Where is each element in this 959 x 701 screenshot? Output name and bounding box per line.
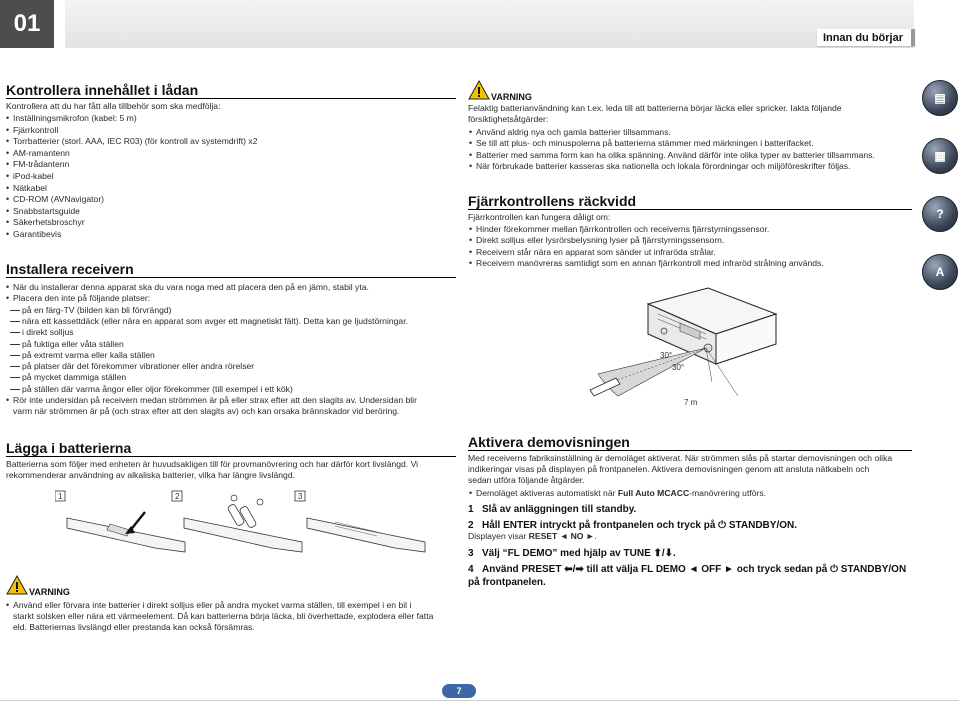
- device-icon[interactable]: ▦: [922, 138, 958, 174]
- figure-label-3: 3: [298, 492, 303, 501]
- dash-mark: [10, 321, 20, 322]
- install-heading: Installera receivern: [6, 261, 134, 277]
- warning-triangle-icon: [468, 80, 490, 100]
- angle-lower-label: 30°: [672, 363, 685, 372]
- contents-item: • Säkerhetsbroschyr: [13, 217, 85, 228]
- batteries-intro-1: Batterierna som följer med enheten är huvudsakligen till för provmanövrering och har därför kort livslängd. Vi: [6, 459, 419, 469]
- install-sub-item: nära ett kassettdäck (eller nära en apparat som avger ett magnetiskt fält). Detta kan ge ljudstörningar.: [22, 316, 408, 327]
- contents-item: • FM-trådantenn: [13, 159, 69, 170]
- battery-figure-2: [172, 491, 302, 552]
- demo-heading-rule: [468, 450, 912, 451]
- right-warning-intro-1: Felaktig batterianvändning kan t.ex. leda till att batterierna börjar läcka eller spricker. Iakta följande: [468, 103, 842, 113]
- install-bullet: • Rör inte undersidan på receivern medan strömmen är på eller strax efter att den slagits av. Undersidan blir: [13, 395, 417, 406]
- page-number: 7: [456, 686, 462, 696]
- warning-item: • Batterier med samma form kan ha olika spänning. Använd därför inte olika typer av batterier tillsammans.: [476, 150, 875, 161]
- figure-label-2: 2: [175, 492, 180, 501]
- warning-item: • Använd aldrig nya och gamla batterier tillsammans.: [476, 127, 671, 138]
- step-number: 3: [468, 548, 474, 559]
- page-number-badge: [442, 684, 476, 698]
- demo-intro-2: indikeringar visas på displayen på frontpanelen. Aktivera demovisningen genom att ansluta nätkabeln och: [468, 464, 870, 474]
- install-sub-item: på fuktiga eller våta ställen: [22, 339, 124, 350]
- dash-mark: [10, 355, 20, 356]
- step: [468, 503, 636, 516]
- step-text: Slå av anläggningen till standby.: [482, 504, 637, 515]
- install-bullet: • Placera den inte på följande platser:: [13, 293, 150, 304]
- install-sub-item: på ställen där varma ångor eller oljor förekommer (till exempel i ett kök): [22, 384, 293, 395]
- step-text: på frontpanelen.: [468, 577, 546, 588]
- step: [468, 576, 546, 589]
- batteries-heading: Lägga i batterierna: [6, 440, 132, 456]
- step-text: .: [594, 531, 597, 541]
- battery-figure-1: [55, 491, 185, 552]
- header-title-tab: [817, 29, 915, 46]
- figure-label-1: 1: [58, 492, 63, 501]
- header-bar: [65, 0, 914, 48]
- install-sub-item: i direkt solljus: [22, 327, 74, 338]
- angle-upper-label: 30°: [660, 351, 673, 360]
- warning-item: • Se till att plus- och minuspolerna på batterierna stämmer med märkningen i batterifacket.: [476, 138, 814, 149]
- range-item: • Direkt solljus eller lysrörsbelysning lyser på fjärrstyrningssensorn.: [476, 235, 724, 246]
- step: [468, 547, 676, 560]
- help-icon[interactable]: ?: [922, 196, 958, 232]
- batteries-warning-line-1: • Använd eller förvara inte batterier i direkt solljus eller på andra mycket varma ställen, till exempel i en bil i: [13, 600, 411, 611]
- step-text: Håll ENTER intryckt på frontpanelen och tryck på ⏻ STANDBY/ON.: [482, 520, 797, 531]
- batteries-warning-line-2: starkt solsken eller nära ett värmeelement. Då kan batterierna börja läcka, bli överhettade, explodera eller fatta: [13, 611, 434, 621]
- step-text: Använd PRESET ⬅/➡ till att välja FL DEMO ◄ OFF ► och tryck sedan på ⏻ STANDBY/ON: [482, 564, 907, 575]
- distance-label: 7 m: [684, 398, 698, 407]
- demo-bullet-segment: Demoläget aktiveras automatiskt när: [476, 488, 618, 498]
- install-sub-item: på mycket dammiga ställen: [22, 372, 126, 383]
- dash-mark: [10, 310, 20, 311]
- chapter-number: 01: [13, 10, 41, 37]
- contents-intro: Kontrollera att du har fått alla tillbehör som ska medfölja:: [6, 101, 221, 111]
- dash-mark: [10, 389, 20, 390]
- batteries-warning-line-3: eld. Batteriernas livslängd eller prestanda kan också försämras.: [13, 622, 255, 632]
- contents-item: • Torrbatterier (storl. AAA, IEC R03) (för kontroll av systemdrift) x2: [13, 136, 258, 147]
- demo-intro-1: Med receiverns fabriksinställning är demoläget aktiverat. När strömmen slås på startar demovisningen och olika: [468, 453, 893, 463]
- demo-bullet: [476, 488, 766, 499]
- step-text: Välj “FL DEMO” med hjälp av TUNE ⬆/⬇.: [482, 548, 676, 559]
- dash-mark: [10, 377, 20, 378]
- step-note: [468, 531, 597, 542]
- right-warning-label: VARNING: [491, 92, 532, 102]
- dash-mark: [10, 332, 20, 333]
- contents-item: • Inställningsmikrofon (kabel: 5 m): [13, 113, 137, 124]
- install-heading-rule: [6, 277, 456, 278]
- demo-bullet-segment: Full Auto MCACC: [617, 488, 690, 498]
- dash-mark: [10, 366, 20, 367]
- contents-item: • Nätkabel: [13, 183, 47, 194]
- demo-heading: Aktivera demovisningen: [468, 434, 630, 450]
- range-item: • Receivern står nära en apparat som sänder ut infraröda strålar.: [476, 247, 716, 258]
- step-text: Displayen visar: [468, 531, 529, 541]
- battery-figure-3: [295, 491, 425, 552]
- install-sub-item: på extremt varma eller kalla ställen: [22, 350, 155, 361]
- step-number: 4: [468, 564, 474, 575]
- contents-item: • AM-ramantenn: [13, 148, 70, 159]
- contents-item: • iPod-kabel: [13, 171, 54, 182]
- dash-mark: [10, 344, 20, 345]
- range-intro: Fjärrkontrollen kan fungera dåligt om:: [468, 212, 611, 222]
- step-number: 1: [468, 504, 474, 515]
- az-icon[interactable]: A: [922, 254, 958, 290]
- warning-item: • När förbrukade batterier kasseras ska nationella och lokala förordningar och miljöföreskrifter följas.: [476, 161, 850, 172]
- range-item: • Receivern manövreras samtidigt som en annan fjärrkontroll med infraröd strålning används.: [476, 258, 824, 269]
- range-heading: Fjärrkontrollens räckvidd: [468, 193, 637, 209]
- chapter-number-box: [0, 0, 54, 48]
- range-diagram: [588, 286, 778, 410]
- contents-item: • Snabbstartsguide: [13, 206, 80, 217]
- contents-item: • CD-ROM (AVNavigator): [13, 194, 104, 205]
- demo-intro-3: sedan utföra följande åtgärder.: [468, 475, 585, 485]
- install-bullet: • När du installerar denna apparat ska du vara noga med att placera den på en jämn, stabil yta.: [13, 282, 369, 293]
- batteries-heading-rule: [6, 456, 456, 457]
- contents-heading-rule: [6, 98, 456, 99]
- batteries-intro-2: rekommenderar användning av alkaliska batterier, vilka har längre livslängd.: [6, 470, 295, 480]
- right-warning-intro-2: försiktighetsåtgärder:: [468, 114, 549, 124]
- battery-figures: [55, 488, 465, 563]
- contents-item: • Garantibevis: [13, 229, 61, 240]
- install-line: varm när strömmen är på (och strax efter att den slagits av) och kan orsaka brännskador vid beröring.: [13, 406, 400, 417]
- step: [468, 563, 906, 576]
- warning-triangle-icon: [6, 575, 28, 595]
- batteries-warning-label: VARNING: [29, 587, 70, 597]
- step-number: 2: [468, 520, 474, 531]
- range-heading-rule: [468, 209, 912, 210]
- demo-bullet-segment: -manövrering utförs.: [689, 488, 767, 498]
- install-sub-item: på platser där det förekommer vibrationer eller andra rörelser: [22, 361, 254, 372]
- book-icon[interactable]: ▤: [922, 80, 958, 116]
- contents-item: • Fjärrkontroll: [13, 125, 58, 136]
- contents-heading: Kontrollera innehållet i lådan: [6, 82, 199, 98]
- header-title: Innan du börjar: [822, 31, 903, 44]
- range-item: • Hinder förekommer mellan fjärrkontrollen och receiverns fjärrstyrningssensor.: [476, 224, 769, 235]
- step-text: RESET ◄ NO ►: [528, 531, 595, 541]
- install-sub-item: på en färg-TV (bilden kan bli förvrängd): [22, 305, 172, 316]
